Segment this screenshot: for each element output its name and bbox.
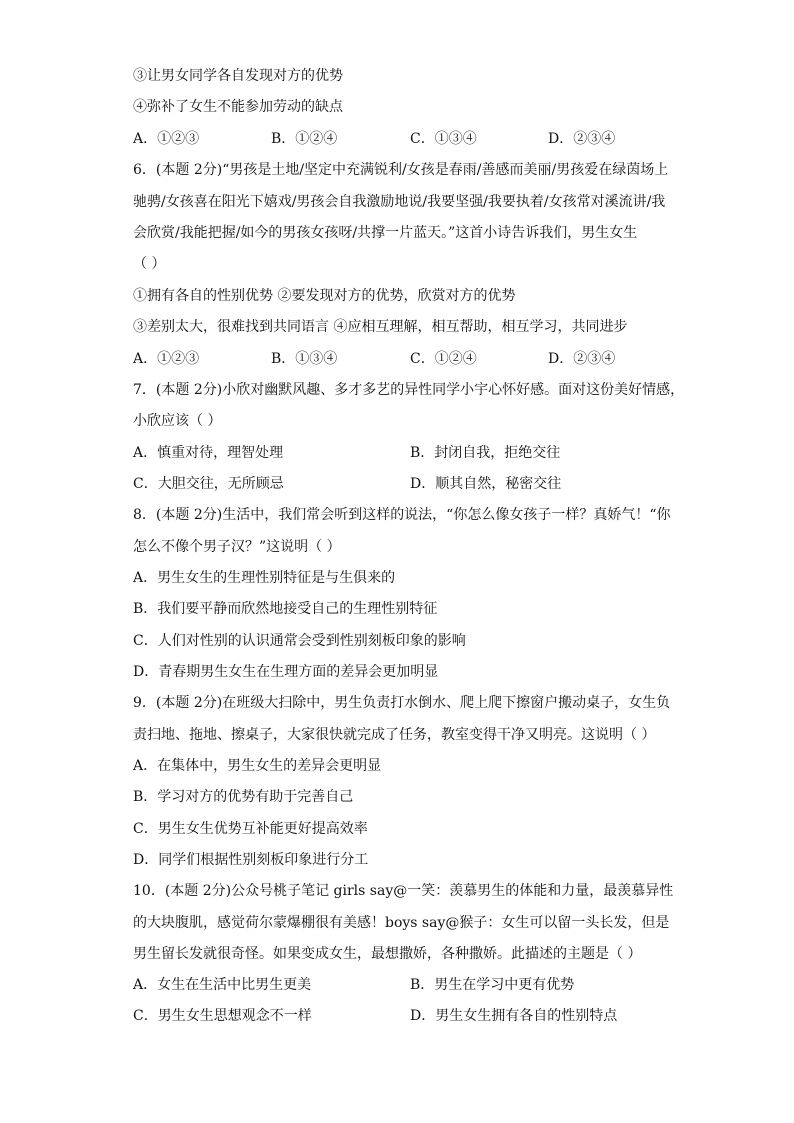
- q5-choice-d: D．②③④: [548, 131, 616, 147]
- q9-choice-a: A．在集体中，男生女生的差异会更明显: [133, 758, 382, 774]
- q9-stem-line1: 9．(本题 2分)在班级大扫除中，男生负责打水倒水、爬上爬下擦窗户搬动桌子，女生负: [133, 695, 671, 711]
- q9-choice-c: C．男生女生优势互补能更好提高效率: [133, 821, 368, 837]
- q7-stem-line1: 7．(本题 2分)小欣对幽默风趣、多才多艺的异性同学小宇心怀好感。面对这份美好情感，: [133, 382, 685, 398]
- q6-choice-a: A．①②③: [133, 351, 200, 367]
- q8-stem-line1: 8．(本题 2分)生活中，我们常会听到这样的说法，“你怎么像女孩子一样？真娇气！“你: [133, 507, 671, 523]
- q7-choice-c: C．大胆交往，无所顾忌: [133, 476, 284, 492]
- q5-option-4: ④弥补了女生不能参加劳动的缺点: [133, 99, 343, 115]
- q7-choice-b: B．封闭自我，拒绝交往: [410, 445, 561, 461]
- q6-options-3-4: ③差别太大，很难找到共同语言 ④应相互理解，相互帮助，相互学习，共同进步: [133, 319, 628, 335]
- q5-choice-c: C．①③④: [410, 131, 477, 147]
- q8-stem-line2: 怎么不像个男子汉？”这说明（ ）: [133, 539, 341, 555]
- q10-stem-line3: 男生留长发就很奇怪。如果变成女生，最想撒娇，各种撒娇。此描述的主题是（ ）: [133, 946, 642, 962]
- q10-choice-b: B．男生在学习中更有优势: [410, 977, 575, 993]
- q10-choice-c: C．男生女生思想观念不一样: [133, 1008, 312, 1024]
- q6-choice-d: D．②③④: [548, 351, 616, 367]
- q10-stem-line2: 的大块腹肌，感觉荷尔蒙爆棚很有美感！boys say@猴子：女生可以留一头长发，但是: [133, 915, 670, 931]
- q6-stem-line1: 6．(本题 2分)“男孩是土地/坚定中充满锐利/女孩是春雨/善感而美丽/男孩爱在绿茵场上: [133, 162, 669, 178]
- q6-stem-line3: 会欣赏/我能把握/如今的男孩女孩呀/共撑一片蓝天。”这首小诗告诉我们，男生女生: [133, 225, 638, 241]
- q10-choice-a: A．女生在生活中比男生更美: [133, 977, 312, 993]
- q8-choice-d: D．青春期男生女生在生理方面的差异会更加明显: [133, 664, 439, 680]
- q8-choice-b: B．我们要平静而欣然地接受自己的生理性别特征: [133, 601, 438, 617]
- q6-choice-b: B．①③④: [271, 351, 338, 367]
- q10-choice-d: D．男生女生拥有各自的性别特点: [410, 1008, 618, 1024]
- q6-stem-line2: 驰骋/女孩喜在阳光下嬉戏/男孩会自我激励地说/我要坚强/我要执着/女孩常对溪流讲/我: [133, 194, 666, 210]
- q5-choice-a: A．①②③: [133, 131, 200, 147]
- q9-choice-d: D．同学们根据性别刻板印象进行分工: [133, 852, 369, 868]
- q9-choice-b: B．学习对方的优势有助于完善自己: [133, 789, 354, 805]
- q10-stem-line1: 10．(本题 2分)公众号桃子笔记 girls say@一笑：羡慕男生的体能和力量，最羡慕异性: [133, 883, 674, 899]
- q8-choice-c: C．人们对性别的认识通常会受到性别刻板印象的影响: [133, 633, 466, 649]
- q5-option-3: ③让男女同学各自发现对方的优势: [133, 68, 343, 84]
- q6-choice-c: C．①②④: [410, 351, 477, 367]
- q8-choice-a: A．男生女生的生理性别特征是与生俱来的: [133, 570, 396, 586]
- q6-answer-paren: （ ）: [133, 256, 166, 272]
- q6-options-1-2: ①拥有各自的性别优势 ②要发现对方的优势，欣赏对方的优势: [133, 288, 516, 304]
- q7-stem-line2: 小欣应该（ ）: [133, 413, 222, 429]
- q5-choice-b: B．①②④: [271, 131, 338, 147]
- q7-choice-a: A．慎重对待，理智处理: [133, 445, 284, 461]
- q7-choice-d: D．顺其自然，秘密交往: [410, 476, 562, 492]
- q9-stem-line2: 责扫地、拖地、擦桌子，大家很快就完成了任务，教室变得干净又明亮。这说明（ ）: [133, 727, 656, 743]
